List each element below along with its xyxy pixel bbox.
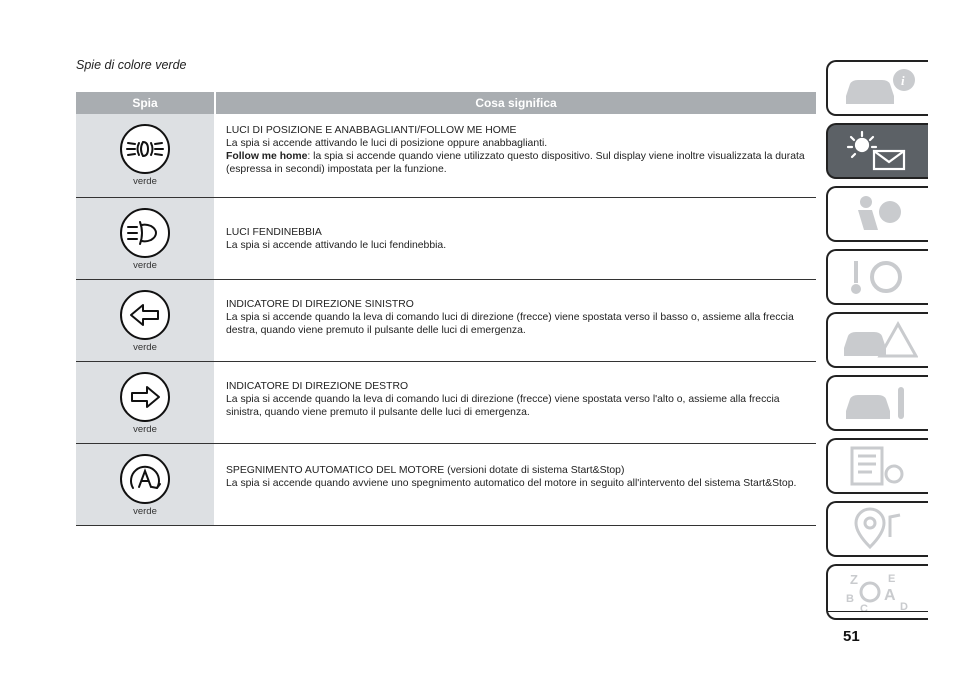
row-title: LUCI DI POSIZIONE E ANABBAGLIANTI/FOLLOW ME HOME (226, 125, 517, 136)
tab-technical-data[interactable] (826, 438, 928, 494)
header-cosa-significa: Cosa significa (475, 96, 557, 110)
svg-text:A: A (884, 587, 896, 604)
icon-cell (76, 114, 214, 197)
svg-text:Z: Z (850, 572, 858, 587)
row-text: La spia si accende attivando le luci fendinebbia. (226, 240, 447, 251)
start-stop-icon (120, 454, 170, 504)
table-header (76, 92, 816, 114)
right-turn-signal-icon (120, 372, 170, 422)
color-label: verde (133, 342, 157, 353)
description-cell (214, 362, 816, 443)
row-title: INDICATORE DI DIREZIONE SINISTRO (226, 299, 414, 310)
row-title: SPEGNIMENTO AUTOMATICO DEL MOTORE (versioni dotate di sistema Start&Stop) (226, 465, 625, 476)
icon-cell (76, 362, 214, 443)
description-cell (214, 444, 816, 525)
row-text: La spia si accende quando la leva di comando luci di direzione (frecce) viene spostata verso l'alto o, assieme alla freccia sinistra, quando viene premuto il pulsante delle luci di emergenza. (226, 394, 780, 418)
starting-driving-icon (838, 255, 918, 299)
color-label: verde (133, 260, 157, 271)
fog-lights-icon (120, 208, 170, 258)
section-title: Spie di colore verde (76, 58, 187, 72)
technical-data-icon (838, 444, 918, 488)
description-cell (214, 280, 816, 361)
table-row (76, 444, 816, 526)
icon-cell (76, 198, 214, 279)
safety-airbag-icon (838, 192, 918, 236)
warning-lights-table (76, 92, 816, 526)
description-cell (214, 114, 816, 197)
row-title: LUCI FENDINEBBIA (226, 227, 322, 238)
table-row (76, 114, 816, 198)
svg-text:i: i (901, 73, 905, 88)
tab-emergency[interactable] (826, 312, 928, 368)
index-icon (838, 570, 918, 614)
icon-cell (76, 444, 214, 525)
row-text: La spia si accende quando avviene uno spegnimento automatico del motore in seguito all'intervento del sistema Start&Stop. (226, 478, 797, 489)
tabs-bottom-line (828, 611, 928, 612)
header-spia: Spia (76, 92, 216, 114)
tab-safety[interactable] (826, 186, 928, 242)
emergency-icon (838, 318, 918, 362)
color-label: verde (133, 424, 157, 435)
description-cell (214, 198, 816, 279)
tab-starting-driving[interactable] (826, 249, 928, 305)
tab-maintenance[interactable] (826, 375, 928, 431)
row-text: La spia si accende attivando le luci di posizione oppure anabbaglianti. (226, 138, 548, 149)
table-row (76, 198, 816, 280)
page-number: 51 (843, 628, 860, 645)
color-label: verde (133, 506, 157, 517)
color-label: verde (133, 176, 157, 187)
position-lights-icon (120, 124, 170, 174)
table-row (76, 280, 816, 362)
maintenance-icon (838, 381, 918, 425)
row-text: La spia si accende quando la leva di comando luci di direzione (frecce) viene spostata verso il basso o, assieme alla freccia destra, quando viene premuto il pulsante delle luci di emergenza. (226, 312, 794, 336)
tab-multimedia[interactable] (826, 501, 928, 557)
svg-text:D: D (900, 601, 908, 613)
svg-text:C: C (860, 603, 868, 614)
svg-text:B: B (846, 593, 854, 605)
table-row (76, 362, 816, 444)
left-turn-signal-icon (120, 290, 170, 340)
icon-cell (76, 280, 214, 361)
car-info-icon (838, 66, 918, 110)
svg-text:E: E (888, 573, 896, 585)
row-title: INDICATORE DI DIREZIONE DESTRO (226, 381, 409, 392)
row-text-2: : la spia si accende quando viene utilizzato questo dispositivo. Sul display viene inoltre visualizzata la durata (espressa in secondi) impostata per la funzione. (226, 151, 805, 175)
warning-lights-messages-icon (838, 129, 918, 173)
bold-lead: Follow me home (226, 151, 308, 162)
multimedia-icon (838, 507, 918, 551)
row-text-extra (226, 150, 816, 176)
tab-car-info[interactable] (826, 60, 928, 116)
tab-warning-lights[interactable] (826, 123, 928, 179)
chapter-tabs (826, 60, 928, 627)
